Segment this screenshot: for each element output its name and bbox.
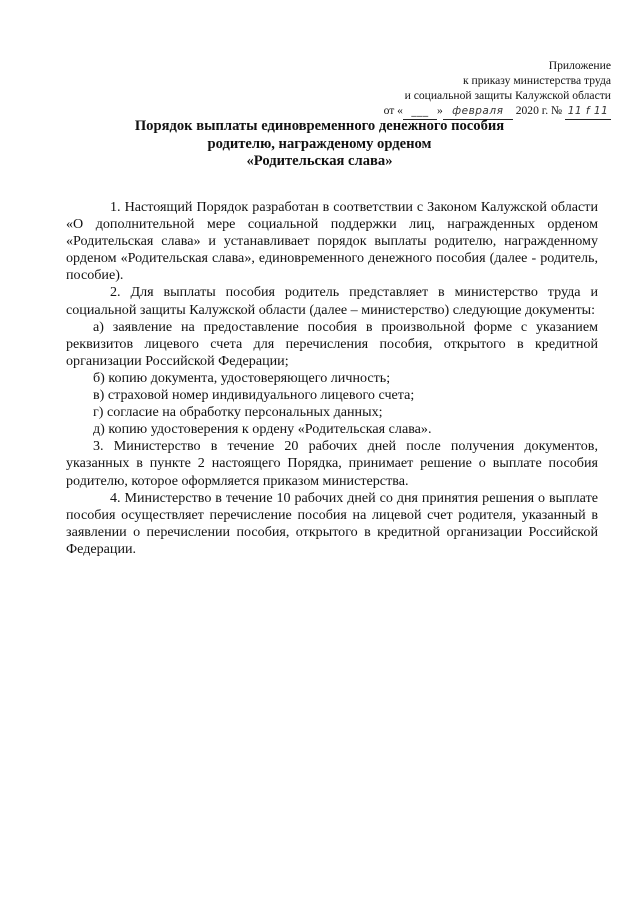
title-line-1: Порядок выплаты единовременного денежного пособия (134, 118, 505, 134)
title-line-2: родителю, награжденому орденом (207, 135, 432, 152)
document-body (66, 199, 598, 558)
paragraph-2-item-c: в) страховой номер индивидуального лицевого счета; (93, 387, 415, 404)
paragraph-2-item-a: а) заявление на предоставление пособия в произвольной форме с указанием реквизитов лицевого счета для перечисления пособия, открытого в кредитной организации Российской Федерации; (66, 318, 598, 369)
handwritten-order-number: 11 f 11 (565, 104, 611, 120)
document-title (0, 118, 639, 171)
date-prefix: от « (383, 104, 403, 117)
appendix-label: Приложение (548, 59, 611, 72)
handwritten-month: февраля (443, 104, 513, 120)
paragraph-1: 1. Настоящий Порядок разработан в соответствии с Законом Калужской области «О дополнительной мере социальной поддержки лиц, награжденных орденом «Родительская слава» и устанавливает порядок выплаты родителю, награжденному орденом «Родительская слава», единовременного денежного пособия (далее - родитель, пособие). (66, 199, 598, 284)
date-year: 2020 г. № (515, 104, 563, 117)
paragraph-4: 4. Министерство в течение 10 рабочих дней со дня принятия решения о выплате пособия осуществляет перечисление пособия на лицевой счет родителя, указанный в заявлении о перечислении пособия, открытого в кредитной организации Российской Федерации. (66, 489, 598, 557)
order-reference-line-2: и социальной защиты Калужской области (404, 89, 611, 102)
paragraph-3: 3. Министерство в течение 20 рабочих дней после получения документов, указанных в пункте 2 настоящего Порядка, принимает решение о выплате пособия родителю, которое оформляется приказом министерства. (66, 438, 598, 489)
title-line-3: «Родительская слава» (246, 153, 393, 169)
paragraph-2-item-e: д) копию удостоверения к ордену «Родительская слава». (93, 421, 432, 438)
appendix-header (311, 58, 611, 120)
handwritten-day: ___ (403, 104, 437, 120)
order-reference-line-1: к приказу министерства труда (462, 74, 611, 87)
paragraph-2-item-d: г) согласие на обработку персональных данных; (93, 404, 383, 421)
date-mid: » (436, 104, 443, 117)
paragraph-2-item-b: б) копию документа, удостоверяющего личность; (93, 369, 391, 386)
paragraph-2: 2. Для выплаты пособия родитель представляет в министерство труда и социальной защиты Калужской области (далее – министерство) следующие документы: (66, 284, 598, 318)
